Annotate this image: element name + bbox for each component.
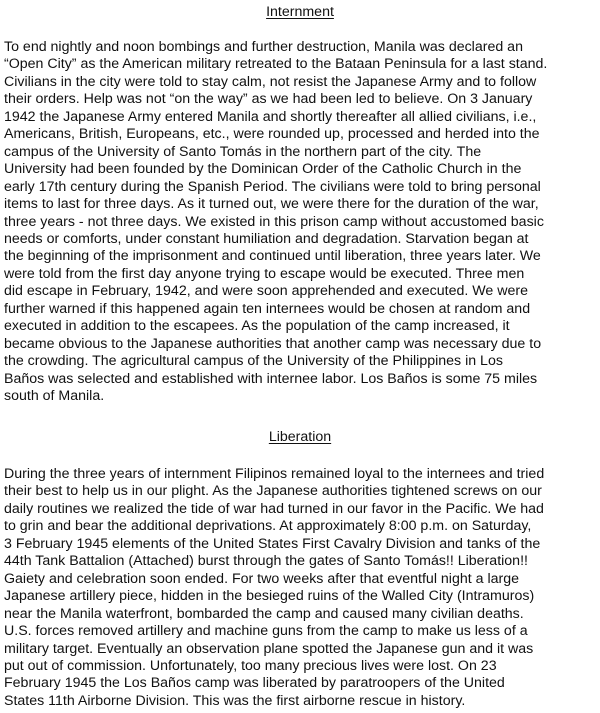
paragraph-line: early 17th century during the Spanish Period. The civilians were told to bring personal: [4, 178, 541, 195]
paragraph-line: 3 February 1945 elements of the United States First Cavalry Division and tanks of the: [4, 535, 541, 552]
paragraph-line: further warned if this happened again ten internees would be chosen at random and: [4, 300, 531, 317]
paragraph-line: Civilians in the city were told to stay calm, not resist the Japanese Army and to follow: [4, 73, 537, 90]
section-heading-liberation: Liberation: [268, 429, 332, 445]
paragraph-line: south of Manila.: [4, 388, 105, 405]
paragraph-line: February 1945 the Los Baños camp was liberated by paratroopers of the United: [4, 675, 505, 692]
internment-paragraph: [4, 39, 598, 406]
section-heading-internment: Internment: [266, 4, 334, 20]
paragraph-line: To end nightly and noon bombings and further destruction, Manila was declared an: [4, 39, 523, 55]
paragraph-line: campus of the University of Santo Tomás in the northern part of the city. The: [4, 143, 482, 160]
paragraph-line: three years - not three days. We existed in this prison camp without accustomed basic: [4, 213, 544, 230]
paragraph-line: needs or comforts, under constant humiliation and degradation. Starvation began at: [4, 230, 529, 247]
paragraph-line: States 11th Airborne Division. This was the first airborne rescue in history.: [4, 692, 466, 709]
paragraph-line: were told from the first day anyone trying to escape would be executed. Three men: [4, 265, 525, 282]
paragraph-line: their orders. Help was not “on the way” as we had been led to believe. On 3 January: [4, 91, 533, 108]
paragraph-line: 1942 the Japanese Army entered Manila and shortly thereafter all allied civilians, i.e.,: [4, 108, 537, 125]
paragraph-line: Japanese artillery piece, hidden in the besieged ruins of the Walled City (Intramuros): [4, 588, 535, 605]
paragraph-line: Baños was selected and established with internee labor. Los Baños is some 75 miles: [4, 370, 538, 387]
paragraph-line: During the three years of internment Filipinos remained loyal to the internees and tried: [4, 466, 545, 482]
paragraph-line: near the Manila waterfront, bombarded the camp and caused many civilian deaths.: [4, 605, 524, 622]
paragraph-line: the crowding. The agricultural campus of the University of the Philippines in Los: [4, 353, 503, 370]
paragraph-line: Americans, British, Europeans, etc., were rounded up, processed and herded into the: [4, 126, 540, 143]
liberation-paragraph: [4, 466, 598, 710]
paragraph-line: 44th Tank Battalion (Attached) burst through the gates of Santo Tomás!! Liberation!!: [4, 553, 528, 570]
paragraph-line: U.S. forces removed artillery and machine guns from the camp to make us less of a: [4, 623, 528, 640]
paragraph-line: became obvious to the Japanese authorities that another camp was necessary due to: [4, 335, 542, 352]
paragraph-line: Gaiety and celebration soon ended. For two weeks after that eventful night a large: [4, 570, 520, 587]
paragraph-line: their best to help us in our plight. As the Japanese authorities tightened screws on our: [4, 483, 542, 500]
paragraph-line: items to last for three days. As it turned out, we were there for the duration of the war,: [4, 196, 539, 213]
paragraph-line: military target. Eventually an observation plane spotted the Japanese gun and it was: [4, 640, 534, 657]
paragraph-line: did escape in February, 1942, and were soon apprehended and executed. We were: [4, 283, 528, 300]
paragraph-line: University had been founded by the Dominican Order of the Catholic Church in the: [4, 161, 522, 178]
paragraph-line: the beginning of the imprisonment and continued until liberation, three years later. We: [4, 248, 541, 265]
paragraph-line: executed in addition to the escapees. As the population of the camp increased, it: [4, 318, 510, 335]
paragraph-line: put out of commission. Unfortunately, too many precious lives were lost. On 23: [4, 657, 497, 674]
paragraph-line: “Open City” as the American military retreated to the Bataan Peninsula for a last stand.: [4, 56, 548, 73]
paragraph-line: daily routines we realized the tide of war had turned in our favor in the Pacific. We had: [4, 500, 544, 517]
paragraph-line: to grin and bear the additional deprivations. At approximately 8:00 p.m. on Saturday,: [4, 518, 532, 535]
